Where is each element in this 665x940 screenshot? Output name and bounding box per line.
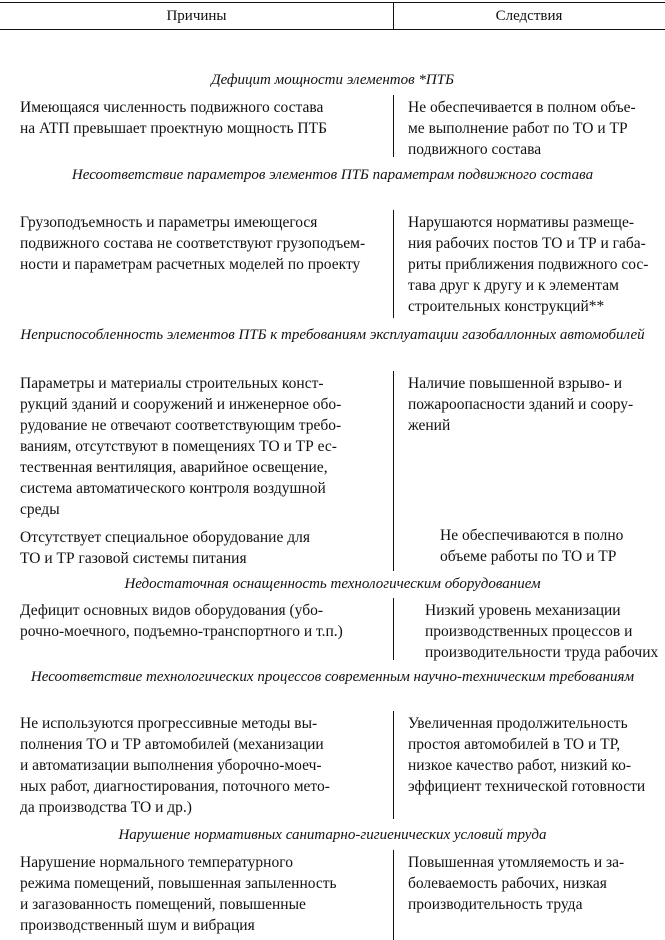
cause-2: Грузоподъемность и параметры имеющегося подвижного состава не соответствуют грузоподъем- ности и параметрам расчетных моделей по проекту [20,214,366,273]
cause-3a: Параметры и материалы строительных конст- рукций зданий и сооружений и инженерное обо- рудование не отвечают соответствующим требо- ваниям, отсутствуют в помещениях ТО и ТР ес- тественная вентиляция, аварийное освещение, система автоматического контроля воздушной среды [20,375,342,518]
column-divider [393,711,394,819]
column-divider [393,850,394,940]
cause-6: Нарушение нормального температурного режима помещений, повышенная запыленность и загазованность помещений, повышенные производственный шум и вибрация [20,854,337,934]
header-causes: Причины [166,8,227,24]
section-title-4: Недостаточная оснащенность технологическим оборудованием [124,576,541,592]
section-title-3: Неприспособленность элементов ПТБ к требованиям эксплуатации газобаллонных автомобилей [20,327,645,343]
effect-6: Повышенная утомляемость и за- болеваемость рабочих, низкая производительность труда [408,854,625,913]
header-effects: Следствия [495,8,563,24]
section-title-6: Нарушение нормативных санитарно-гигиенических условий труда [118,827,547,843]
column-divider [393,95,394,157]
column-divider [393,371,394,571]
cause-3b: Отсутствует специальное оборудование для ТО и ТР газовой системы питания [20,529,310,567]
section-title-2: Несоответствие параметров элементов ПТБ параметрам подвижного состава [71,167,594,183]
effect-5: Увеличенная продолжительность простоя автомобилей в ТО и ТР, низкое качество работ, низкий ко- эффициент технической готовности [408,715,646,795]
section-title-1: Дефицит мощности элементов *ПТБ [211,72,454,88]
effect-2: Нарушаются нормативы размеще- ния рабочих постов ТО и ТР и габа- риты приближения подвижного сос- тава друг к другу и к элементам строительных конструкций** [408,214,649,315]
effect-1: Не обеспечивается в полном объе- ме выполнение работ по ТО и ТР подвижного состава [408,99,636,158]
column-divider [393,210,394,318]
section-title-5: Несоответствие технологических процессов современным научно-техническим требованиям [30,669,635,685]
cause-5: Не используются прогрессивные методы вы- полнения ТО и ТР автомобилей (механизации и автоматизации выполнения уборочно-моеч- ных работ, диагностирования, поточного мето- да производства ТО и др.) [20,715,330,816]
column-divider [393,598,394,660]
effect-4: Низкий уровень механизации производственных процессов и производительности труда рабочих [425,602,659,661]
table-header [0,2,665,30]
cause-4: Дефицит основных видов оборудования (убо- рочно-моечного, подъемно-транспортного и т.п.) [20,602,343,640]
effect-3a: Наличие повышенной взрыво- и пожароопасности зданий и соору- жений [408,375,634,434]
effect-3b: Не обеспечиваются в полно объеме работы по ТО и ТР [440,527,624,565]
cause-1: Имеющаяся численность подвижного состава на АТП превышает проектную мощность ПТБ [20,99,327,137]
